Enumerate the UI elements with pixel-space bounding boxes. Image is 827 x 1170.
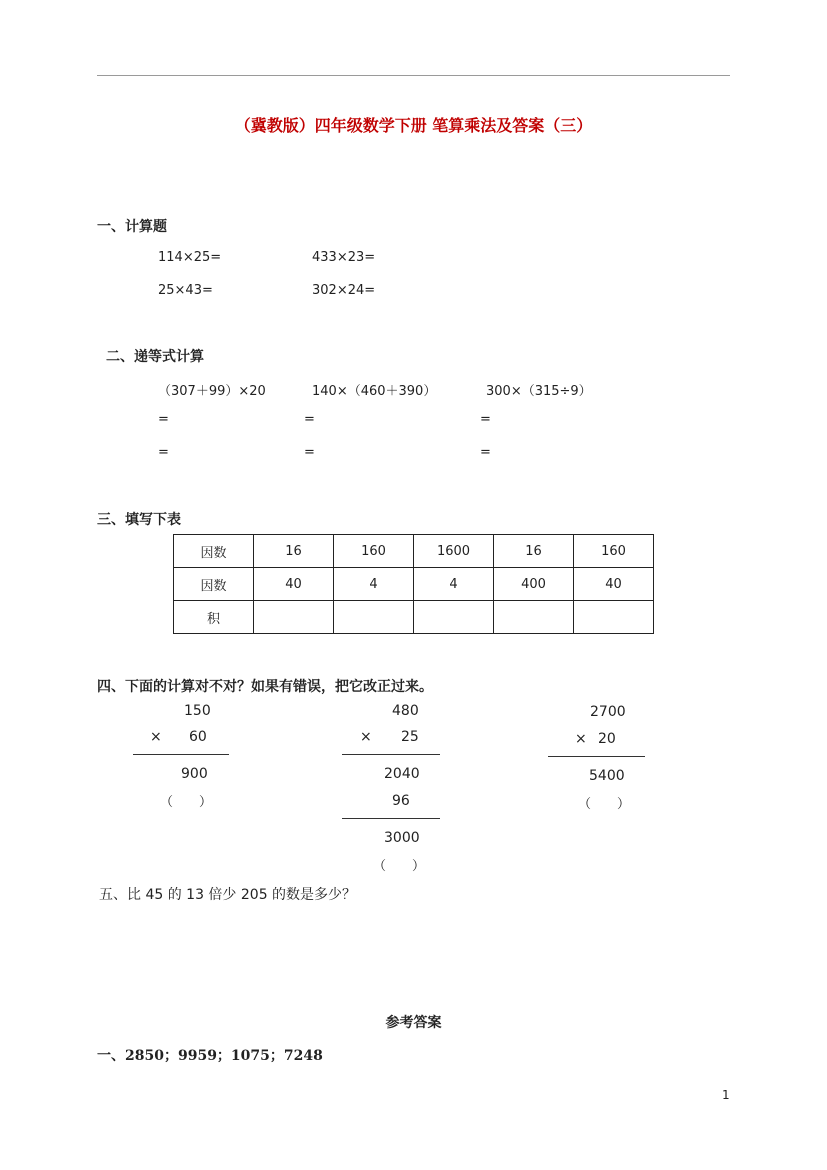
table-row: [174, 535, 654, 568]
answers-line-1: 一、2850；9959；1075；7248: [97, 1048, 323, 1064]
calc-item: 114×25=: [158, 250, 222, 265]
expression: 300×（315÷9）: [486, 384, 592, 399]
calc1-multiply-sign: ×: [150, 729, 162, 745]
table-cell: 400: [494, 568, 574, 601]
calc-item: 433×23=: [312, 250, 376, 265]
section3-heading: 三、填写下表: [97, 512, 181, 528]
table-row: [174, 568, 654, 601]
section4-heading: 四、下面的计算对不对？如果有错误，把它改正过来。: [97, 679, 433, 695]
calc3-rule: [548, 756, 645, 757]
section1-heading: 一、计算题: [97, 219, 167, 235]
calc3-result: 5400: [589, 768, 625, 784]
table-cell: [414, 601, 494, 634]
table-cell: [494, 601, 574, 634]
calc1-result: 900: [181, 766, 208, 782]
equals-sign: =: [304, 412, 315, 427]
section2-heading: 二、递等式计算: [106, 349, 204, 365]
equals-sign: =: [158, 412, 169, 427]
equals-sign: =: [158, 445, 169, 460]
table-cell: 40: [574, 568, 654, 601]
calc2-second: 25: [401, 729, 419, 745]
calc2-partial1: 2040: [384, 766, 420, 782]
calc2-top: 480: [392, 703, 419, 719]
equals-sign: =: [304, 445, 315, 460]
table-cell: 160: [574, 535, 654, 568]
calc2-partial2: 96: [392, 793, 410, 809]
table-cell: 4: [334, 568, 414, 601]
calc2-rule: [342, 754, 440, 755]
answers-heading: 参考答案: [385, 1015, 442, 1031]
table-cell: [574, 601, 654, 634]
calc2-rule: [342, 818, 440, 819]
table-cell: 积: [174, 601, 254, 634]
table-cell: 16: [254, 535, 334, 568]
calc-item: 302×24=: [312, 283, 376, 298]
table-cell: 40: [254, 568, 334, 601]
calc3-top: 2700: [590, 704, 626, 720]
calc1-rule: [133, 754, 229, 755]
section5-question: 五、比 45 的 13 倍少 205 的数是多少？: [99, 887, 357, 903]
calc1-answer-blank: （ ）: [160, 795, 213, 810]
calc3-answer-blank: （ ）: [578, 797, 631, 812]
factor-table: [173, 534, 654, 634]
calc1-top: 150: [184, 703, 211, 719]
table-cell: 4: [414, 568, 494, 601]
equals-sign: =: [480, 445, 491, 460]
calc3-second: 20: [598, 731, 616, 747]
calc2-result: 3000: [384, 830, 420, 846]
page-number: 1: [722, 1088, 730, 1102]
expression: （307＋99）×20: [158, 384, 266, 399]
equals-sign: =: [480, 412, 491, 427]
table-cell: [334, 601, 414, 634]
table-cell: 因数: [174, 568, 254, 601]
page-title: （冀教版）四年级数学下册 笔算乘法及答案（三）: [234, 116, 593, 135]
table-cell: [254, 601, 334, 634]
table-cell: 16: [494, 535, 574, 568]
calc2-answer-blank: （ ）: [373, 859, 426, 874]
table-row: [174, 601, 654, 634]
table-cell: 1600: [414, 535, 494, 568]
calc-item: 25×43=: [158, 283, 213, 298]
table-cell: 因数: [174, 535, 254, 568]
expression: 140×（460＋390）: [312, 384, 437, 399]
calc2-multiply-sign: ×: [360, 729, 372, 745]
calc1-second: 60: [189, 729, 207, 745]
calc3-multiply-sign: ×: [575, 731, 587, 747]
table-cell: 160: [334, 535, 414, 568]
header-rule: [97, 75, 730, 76]
